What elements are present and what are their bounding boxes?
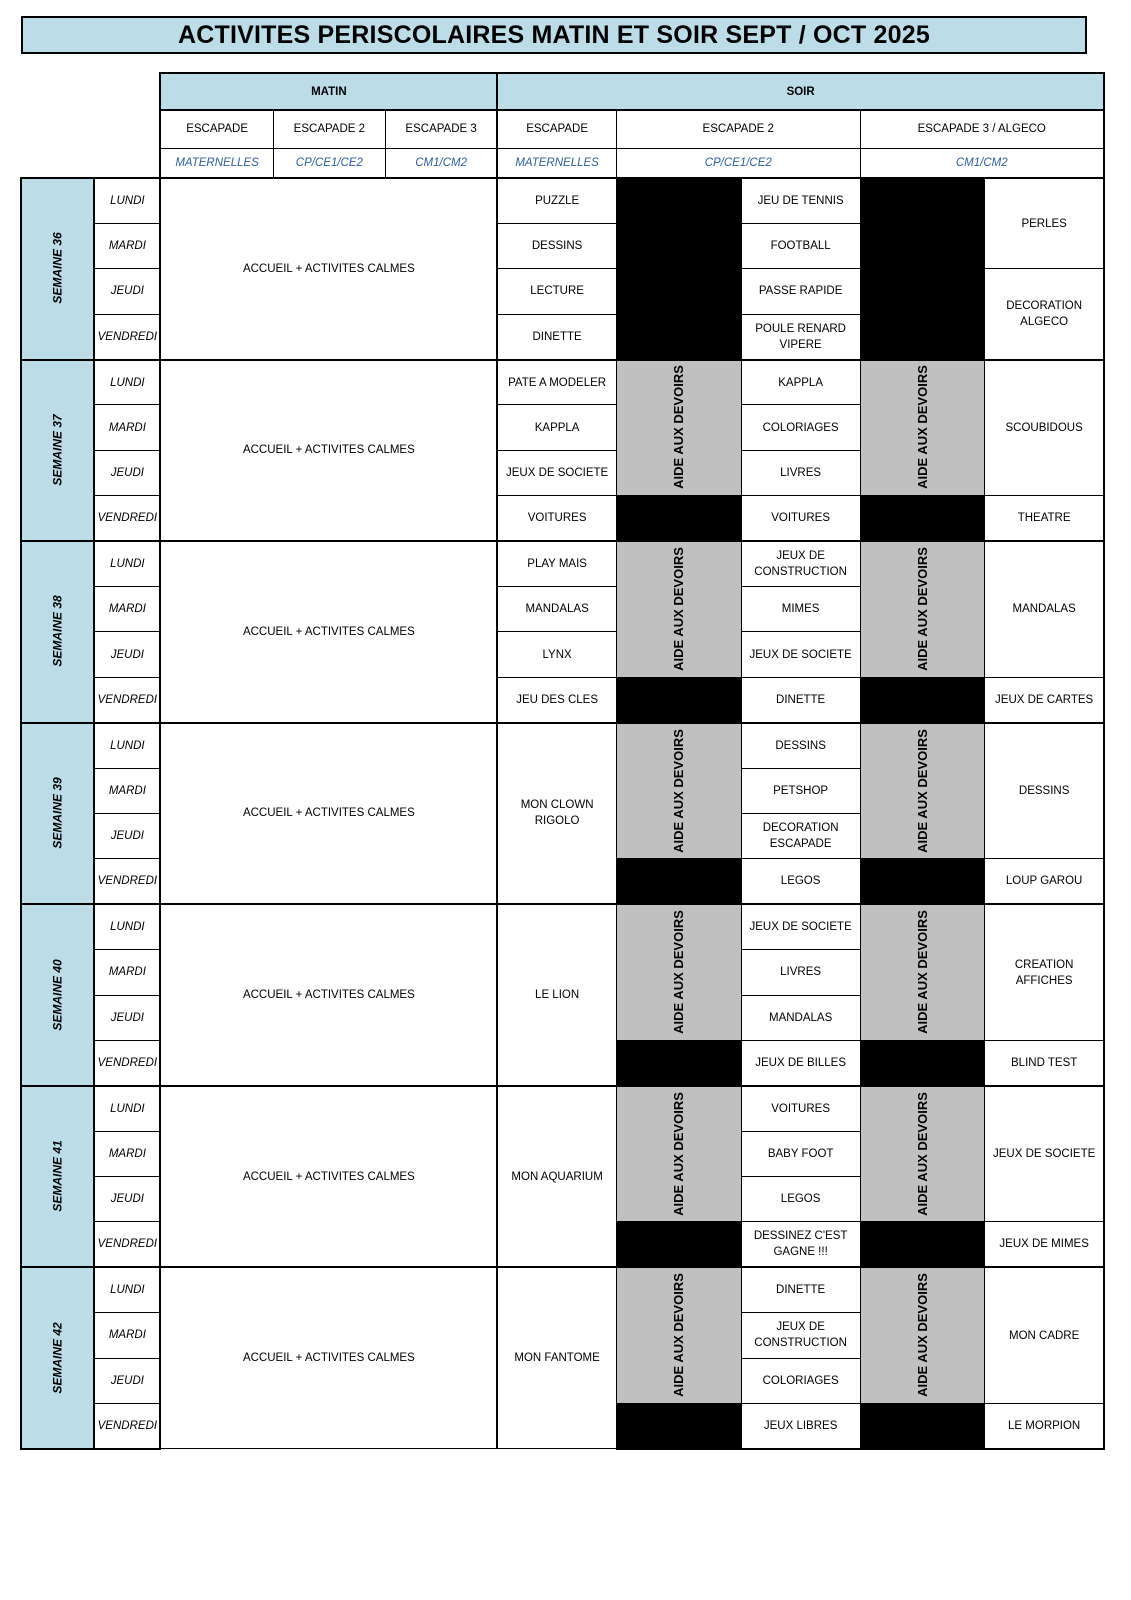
soir-escapade-activity: PUZZLE — [497, 178, 616, 223]
matin-activity: ACCUEIL + ACTIVITES CALMES — [160, 1267, 497, 1449]
soir-escapade-activity: MON CLOWN RIGOLO — [497, 723, 616, 905]
homework-label: AIDE AUX DEVOIRS — [670, 910, 686, 1034]
day-label: LUNDI — [94, 541, 160, 586]
homework-label: AIDE AUX DEVOIRS — [670, 1091, 686, 1216]
matin-activity: ACCUEIL + ACTIVITES CALMES — [160, 1086, 497, 1268]
day-label: LUNDI — [94, 904, 160, 949]
homework-cell — [860, 1267, 985, 1403]
homework-label: AIDE AUX DEVOIRS — [670, 728, 686, 853]
soir-escapade-2-activity: MIMES — [741, 587, 860, 632]
soir-escapade-2-activity: DINETTE — [741, 1267, 860, 1312]
homework-cell — [860, 904, 985, 1040]
soir-escapade-2-activity: DESSINEZ C'EST GAGNE !!! — [741, 1222, 860, 1267]
soir-escapade-2-activity: DINETTE — [741, 677, 860, 722]
blocked-cell — [860, 178, 985, 360]
level-soir-escapade-3: CM1/CM2 — [860, 148, 1104, 178]
col-header-matin-escapade-2: ESCAPADE 2 — [273, 110, 385, 148]
homework-label: AIDE AUX DEVOIRS — [914, 1273, 930, 1398]
day-label: LUNDI — [94, 1086, 160, 1131]
matin-activity: ACCUEIL + ACTIVITES CALMES — [160, 360, 497, 542]
day-label: MARDI — [94, 587, 160, 632]
day-label: MARDI — [94, 1313, 160, 1358]
homework-cell — [616, 541, 741, 677]
soir-escapade-2-activity: KAPPLA — [741, 360, 860, 405]
day-label: LUNDI — [94, 723, 160, 768]
blocked-cell — [616, 1040, 741, 1085]
day-label: VENDREDI — [94, 1040, 160, 1085]
blocked-cell — [860, 496, 985, 541]
level-matin-escapade-3: CM1/CM2 — [385, 148, 497, 178]
col-header-soir-escapade: ESCAPADE — [497, 110, 616, 148]
soir-escapade-activity: LYNX — [497, 632, 616, 677]
level-soir-escapade-2: CP/CE1/CE2 — [616, 148, 860, 178]
day-label: MARDI — [94, 405, 160, 450]
blocked-cell — [860, 1040, 985, 1085]
blocked-cell — [860, 1404, 985, 1449]
soir-escapade-2-activity: DESSINS — [741, 723, 860, 768]
week-label: SEMAINE 37 — [50, 414, 65, 486]
soir-escapade-2-activity: JEUX DE CONSTRUCTION — [741, 1313, 860, 1358]
day-label: VENDREDI — [94, 1404, 160, 1449]
soir-escapade-3-activity: CREATION AFFICHES — [985, 904, 1104, 1040]
soir-escapade-activity: PATE A MODELER — [497, 360, 616, 405]
day-label: LUNDI — [94, 178, 160, 223]
week-label: SEMAINE 42 — [50, 1321, 65, 1394]
homework-label: AIDE AUX DEVOIRS — [914, 547, 930, 671]
matin-activity: ACCUEIL + ACTIVITES CALMES — [160, 723, 497, 905]
day-label: JEUDI — [94, 1177, 160, 1222]
soir-escapade-activity: JEU DES CLES — [497, 677, 616, 722]
week-label-cell — [21, 1086, 94, 1268]
day-label: JEUDI — [94, 1358, 160, 1403]
soir-escapade-3-activity: LOUP GAROU — [985, 859, 1104, 904]
soir-escapade-2-activity: COLORIAGES — [741, 1358, 860, 1403]
soir-escapade-3-activity: LE MORPION — [985, 1404, 1104, 1449]
soir-escapade-2-activity: PASSE RAPIDE — [741, 269, 860, 314]
soir-escapade-activity: DESSINS — [497, 223, 616, 268]
col-header-soir-escapade-3: ESCAPADE 3 / ALGECO — [860, 110, 1104, 148]
header-soir: SOIR — [497, 73, 1104, 110]
soir-escapade-2-activity: COLORIAGES — [741, 405, 860, 450]
soir-escapade-2-activity: MANDALAS — [741, 995, 860, 1040]
day-label: JEUDI — [94, 995, 160, 1040]
soir-escapade-2-activity: JEUX LIBRES — [741, 1404, 860, 1449]
soir-escapade-2-activity: PETSHOP — [741, 768, 860, 813]
day-label: VENDREDI — [94, 314, 160, 359]
homework-label: AIDE AUX DEVOIRS — [914, 910, 930, 1034]
soir-escapade-3-activity: MON CADRE — [985, 1267, 1104, 1403]
blocked-cell — [616, 1404, 741, 1449]
blocked-cell — [860, 1222, 985, 1267]
day-label: JEUDI — [94, 269, 160, 314]
matin-activity: ACCUEIL + ACTIVITES CALMES — [160, 178, 497, 360]
day-label: VENDREDI — [94, 1222, 160, 1267]
level-matin-escapade: MATERNELLES — [160, 148, 273, 178]
matin-activity: ACCUEIL + ACTIVITES CALMES — [160, 904, 497, 1086]
soir-escapade-activity: MON FANTOME — [497, 1267, 616, 1449]
day-label: JEUDI — [94, 813, 160, 858]
soir-escapade-2-activity: DECORATION ESCAPADE — [741, 813, 860, 858]
homework-cell — [616, 723, 741, 859]
col-header-matin-escapade: ESCAPADE — [160, 110, 273, 148]
soir-escapade-2-activity: JEUX DE BILLES — [741, 1040, 860, 1085]
soir-escapade-2-activity: POULE RENARD VIPERE — [741, 314, 860, 359]
soir-escapade-2-activity: LEGOS — [741, 859, 860, 904]
homework-cell — [860, 1086, 985, 1222]
homework-cell — [616, 1086, 741, 1222]
soir-escapade-2-activity: LEGOS — [741, 1177, 860, 1222]
soir-escapade-3-activity: THEATRE — [985, 496, 1104, 541]
homework-label: AIDE AUX DEVOIRS — [670, 547, 686, 671]
soir-escapade-2-activity: JEUX DE CONSTRUCTION — [741, 541, 860, 586]
week-label-cell — [21, 904, 94, 1086]
week-label: SEMAINE 38 — [50, 595, 65, 668]
header-matin: MATIN — [160, 73, 497, 110]
schedule-table — [20, 72, 1105, 1450]
homework-label: AIDE AUX DEVOIRS — [670, 365, 686, 490]
week-label: SEMAINE 40 — [50, 958, 65, 1031]
homework-cell — [616, 1267, 741, 1403]
soir-escapade-3-activity: PERLES — [985, 178, 1104, 269]
day-label: LUNDI — [94, 1267, 160, 1312]
soir-escapade-2-activity: JEUX DE SOCIETE — [741, 904, 860, 949]
level-soir-escapade: MATERNELLES — [497, 148, 616, 178]
soir-escapade-activity: JEUX DE SOCIETE — [497, 450, 616, 495]
homework-label: AIDE AUX DEVOIRS — [914, 1091, 930, 1216]
day-label: MARDI — [94, 223, 160, 268]
soir-escapade-3-activity: SCOUBIDOUS — [985, 360, 1104, 496]
day-label: MARDI — [94, 768, 160, 813]
soir-escapade-2-activity: LIVRES — [741, 450, 860, 495]
soir-escapade-activity: DINETTE — [497, 314, 616, 359]
day-label: MARDI — [94, 950, 160, 995]
col-header-matin-escapade-3: ESCAPADE 3 — [385, 110, 497, 148]
soir-escapade-2-activity: LIVRES — [741, 950, 860, 995]
homework-cell — [860, 360, 985, 496]
homework-cell — [860, 723, 985, 859]
week-label: SEMAINE 39 — [50, 777, 65, 849]
soir-escapade-2-activity: BABY FOOT — [741, 1131, 860, 1176]
homework-label: AIDE AUX DEVOIRS — [914, 365, 930, 490]
soir-escapade-activity: KAPPLA — [497, 405, 616, 450]
day-label: VENDREDI — [94, 859, 160, 904]
soir-escapade-activity: MANDALAS — [497, 587, 616, 632]
soir-escapade-3-activity: BLIND TEST — [985, 1040, 1104, 1085]
blocked-cell — [616, 859, 741, 904]
soir-escapade-2-activity: VOITURES — [741, 1086, 860, 1131]
soir-escapade-2-activity: JEUX DE SOCIETE — [741, 632, 860, 677]
col-header-soir-escapade-2: ESCAPADE 2 — [616, 110, 860, 148]
homework-label: AIDE AUX DEVOIRS — [914, 728, 930, 853]
blocked-cell — [616, 677, 741, 722]
soir-escapade-3-activity: JEUX DE MIMES — [985, 1222, 1104, 1267]
soir-escapade-activity: PLAY MAIS — [497, 541, 616, 586]
level-matin-escapade-2: CP/CE1/CE2 — [273, 148, 385, 178]
soir-escapade-2-activity: FOOTBALL — [741, 223, 860, 268]
day-label: JEUDI — [94, 632, 160, 677]
week-label: SEMAINE 41 — [50, 1140, 65, 1212]
soir-escapade-activity: VOITURES — [497, 496, 616, 541]
day-label: JEUDI — [94, 450, 160, 495]
week-label: SEMAINE 36 — [50, 232, 65, 304]
day-label: LUNDI — [94, 360, 160, 405]
week-label-cell — [21, 178, 94, 360]
day-label: MARDI — [94, 1131, 160, 1176]
week-label-cell — [21, 1267, 94, 1449]
blocked-cell — [616, 1222, 741, 1267]
week-label-cell — [21, 360, 94, 542]
blocked-cell — [616, 178, 741, 360]
soir-escapade-3-activity: JEUX DE CARTES — [985, 677, 1104, 722]
soir-escapade-2-activity: JEU DE TENNIS — [741, 178, 860, 223]
page-title: ACTIVITES PERISCOLAIRES MATIN ET SOIR SEPT / OCT 2025 — [21, 16, 1087, 54]
soir-escapade-3-activity: MANDALAS — [985, 541, 1104, 677]
week-label-cell — [21, 723, 94, 905]
soir-escapade-activity: LE LION — [497, 904, 616, 1086]
soir-escapade-3-activity: JEUX DE SOCIETE — [985, 1086, 1104, 1222]
soir-escapade-activity: LECTURE — [497, 269, 616, 314]
matin-activity: ACCUEIL + ACTIVITES CALMES — [160, 541, 497, 723]
blocked-cell — [616, 496, 741, 541]
homework-label: AIDE AUX DEVOIRS — [670, 1273, 686, 1398]
soir-escapade-3-activity: DESSINS — [985, 723, 1104, 859]
day-label: VENDREDI — [94, 677, 160, 722]
soir-escapade-2-activity: VOITURES — [741, 496, 860, 541]
blocked-cell — [860, 677, 985, 722]
soir-escapade-3-activity: DECORATION ALGECO — [985, 269, 1104, 360]
soir-escapade-activity: MON AQUARIUM — [497, 1086, 616, 1268]
corner-blank — [21, 73, 160, 110]
homework-cell — [860, 541, 985, 677]
week-label-cell — [21, 541, 94, 723]
day-label: VENDREDI — [94, 496, 160, 541]
homework-cell — [616, 360, 741, 496]
blocked-cell — [860, 859, 985, 904]
homework-cell — [616, 904, 741, 1040]
